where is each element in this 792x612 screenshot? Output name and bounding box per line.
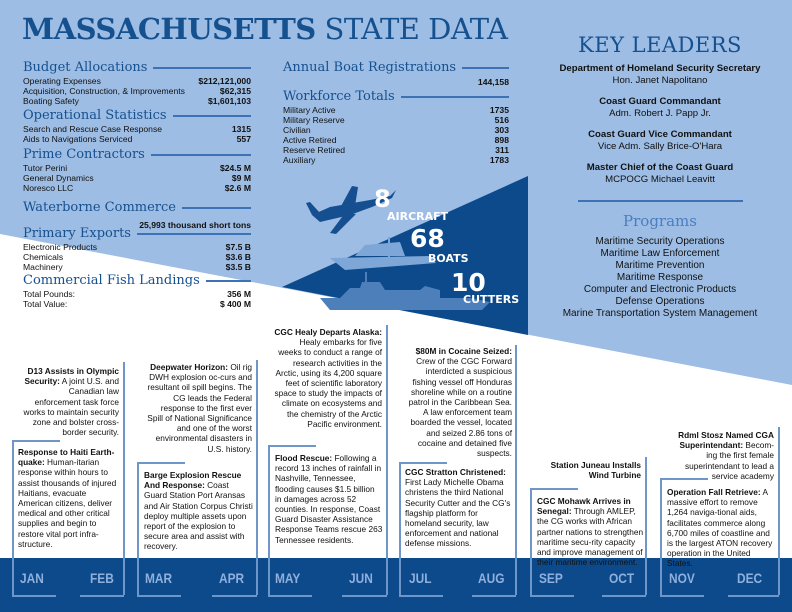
timeline-line bbox=[778, 427, 780, 595]
leader-item bbox=[540, 96, 780, 120]
event-title: CGC Mohawk Arrives in Senegal: bbox=[537, 496, 631, 517]
leader-name: Hon. Janet Napolitano bbox=[612, 75, 708, 86]
leader-role: Coast Guard Vice Commandant bbox=[588, 129, 732, 140]
divider bbox=[173, 115, 251, 117]
event-text: A massive effort to remove 1,264 naviga-tional aids, facilitates commerce along 6,700 miles of coastline and is the largest ATON recovery operation in the United States. bbox=[667, 487, 773, 569]
month-tick bbox=[728, 595, 779, 597]
row-label: Chemicals bbox=[23, 252, 64, 262]
divider bbox=[401, 96, 509, 98]
row-label: Total Pounds: bbox=[23, 289, 76, 299]
timeline-line bbox=[386, 325, 388, 595]
section-heading: Operational Statistics bbox=[23, 108, 167, 123]
event-cocaine bbox=[403, 346, 512, 458]
month-tick bbox=[472, 595, 516, 597]
section-heading: Waterborne Commerce bbox=[23, 200, 176, 215]
row-value: $9 M bbox=[231, 173, 251, 183]
timeline-line bbox=[268, 445, 316, 447]
divider bbox=[153, 67, 251, 69]
program-item: Defense Operations bbox=[615, 296, 705, 307]
programs-list bbox=[540, 212, 780, 320]
table-row bbox=[283, 155, 509, 165]
row-value: $212,121,000 bbox=[198, 76, 251, 86]
aircraft-count: 8 bbox=[374, 185, 391, 213]
event-stratton bbox=[405, 467, 513, 549]
boat-registrations-value: 144,158 bbox=[477, 77, 509, 87]
row-value: $1,601,103 bbox=[207, 96, 251, 106]
event-text: Becom-ing the first female superintendant to lead a service academy bbox=[684, 440, 774, 481]
leader-item bbox=[540, 63, 780, 87]
month-tick bbox=[80, 595, 124, 597]
budget-section bbox=[23, 60, 251, 106]
leader-name: Adm. Robert J. Papp Jr. bbox=[609, 108, 711, 119]
row-value: 303 bbox=[494, 125, 509, 135]
timeline-line bbox=[137, 462, 185, 464]
table-row bbox=[283, 125, 509, 135]
title-bold: MASSACHUSETTS bbox=[22, 12, 316, 46]
month-tick bbox=[530, 595, 574, 597]
page-title bbox=[22, 12, 508, 46]
programs-heading: Programs bbox=[623, 212, 697, 230]
event-title: Flood Rescue: bbox=[275, 453, 333, 463]
row-value: $ 400 M bbox=[219, 299, 251, 309]
event-healy bbox=[274, 327, 382, 429]
row-value: 557 bbox=[236, 134, 251, 144]
cutters-label: CUTTERS bbox=[463, 293, 520, 306]
event-text: Following a record 13 inches of rainfall in Nashville, Tennessee, flooding causes $1.5 billion in damages across 52 counties. In response, Coast Guard Disaster Assistance Response Teams rescue 263 Tennessee residents. bbox=[275, 453, 383, 545]
row-value: $2.6 M bbox=[224, 183, 251, 193]
fish-section bbox=[23, 273, 251, 309]
row-value: 1315 bbox=[231, 124, 251, 134]
timeline-line bbox=[660, 478, 662, 595]
row-value: 1783 bbox=[489, 155, 509, 165]
month-label: DEC bbox=[737, 570, 763, 586]
divider bbox=[206, 280, 251, 282]
row-value: 898 bbox=[494, 135, 509, 145]
row-value: $3.5 B bbox=[225, 262, 251, 272]
event-stosz bbox=[670, 430, 774, 481]
timeline-line bbox=[530, 488, 578, 490]
event-title: D13 Assists in Olympic Security: bbox=[24, 366, 119, 387]
divider bbox=[578, 200, 743, 202]
row-label: General Dynamics bbox=[23, 173, 94, 183]
program-item: Marine Transportation System Management bbox=[562, 308, 758, 319]
table-row bbox=[23, 86, 251, 96]
program-item: Maritime Security Operations bbox=[595, 236, 725, 247]
boat-registrations-section bbox=[283, 60, 509, 88]
event-haiti bbox=[18, 447, 120, 549]
key-leaders-panel bbox=[540, 33, 780, 320]
event-juneau bbox=[545, 460, 641, 480]
event-d13-olympic bbox=[22, 366, 119, 437]
section-heading: Primary Exports bbox=[23, 226, 131, 241]
table-row bbox=[23, 96, 251, 106]
section-heading: Prime Contractors bbox=[23, 147, 145, 162]
row-label: Tutor Perini bbox=[23, 163, 68, 173]
event-text: Through AMLEP, the CG works with African partner nations to strengthen maritime secu-rity capacity and improve management of their maritime environment. bbox=[537, 506, 644, 568]
row-label: Military Reserve bbox=[283, 115, 345, 125]
row-label: Aids to Navigations Serviced bbox=[23, 134, 133, 144]
event-title: Barge Explosion Rescue And Response: bbox=[144, 470, 242, 491]
row-label: Reserve Retired bbox=[283, 145, 346, 155]
table-row bbox=[283, 135, 509, 145]
leader-role: Department of Homeland Security Secretary bbox=[559, 63, 761, 74]
month-label: JAN bbox=[20, 570, 44, 586]
month-label: MAR bbox=[145, 570, 173, 586]
contractors-section bbox=[23, 147, 251, 193]
row-value: $24.5 M bbox=[219, 163, 251, 173]
table-row bbox=[23, 289, 251, 299]
timeline-line bbox=[399, 462, 447, 464]
row-label: Auxiliary bbox=[283, 155, 316, 165]
timeline-line bbox=[12, 440, 14, 595]
row-value: 311 bbox=[495, 145, 509, 155]
row-label: Total Value: bbox=[23, 299, 68, 309]
divider bbox=[462, 67, 509, 69]
boats-label: BOATS bbox=[428, 252, 469, 265]
table-row bbox=[283, 145, 509, 155]
event-flood bbox=[275, 453, 383, 545]
month-tick bbox=[12, 595, 56, 597]
row-label: Military Active bbox=[283, 105, 336, 115]
timeline-line bbox=[515, 345, 517, 595]
event-text: A joint U.S. and Canadian law enforcement task force works to maintain security zone and bolster cross-border security. bbox=[23, 376, 119, 438]
program-item: Maritime Prevention bbox=[615, 260, 705, 271]
event-text: Crew of the CGC Forward interdicted a suspicious fishing vessel off Honduras shoreline while on a routine patrol in the Caribbean Sea. A law enforcement team boarded the vessel, located and seized 2.86 tons of cocaine and detained five suspects. bbox=[408, 356, 512, 459]
workforce-section bbox=[283, 89, 509, 165]
section-heading: Workforce Totals bbox=[283, 89, 395, 104]
table-row bbox=[23, 183, 251, 193]
operational-section bbox=[23, 108, 251, 144]
row-label: Operating Expenses bbox=[23, 76, 101, 86]
event-title: CGC Stratton Christened: bbox=[405, 467, 506, 477]
leader-item bbox=[540, 129, 780, 153]
month-tick bbox=[660, 595, 704, 597]
event-title: $80M in Cocaine Seized: bbox=[415, 346, 512, 356]
month-tick bbox=[342, 595, 387, 597]
event-text: Oil rig DWH explosion oc-curs and resultant oil spill begins. The CG leads the Federal response to the first ever Spill of National Significance and one of the worst environmental disasters in U.S. history. bbox=[147, 362, 252, 454]
table-row bbox=[23, 252, 251, 262]
leader-role: Coast Guard Commandant bbox=[599, 96, 721, 107]
event-title: Response to Haiti Earth-quake: bbox=[18, 447, 115, 468]
table-row bbox=[283, 115, 509, 125]
row-label: Electronic Products bbox=[23, 242, 98, 252]
row-label: Civilian bbox=[283, 125, 311, 135]
month-tick bbox=[212, 595, 257, 597]
event-text: Human-itarian response within hours to assist thousands of injured Haitians, evacuate American citizens, deliver medical and other critical supplies and begin to restore vital port infra-structure. bbox=[18, 457, 117, 549]
timeline-line bbox=[268, 445, 270, 595]
event-title: Station Juneau Installs Wind Turbine bbox=[550, 460, 641, 481]
month-label: NOV bbox=[669, 570, 695, 586]
divider bbox=[182, 207, 251, 209]
month-tick bbox=[137, 595, 181, 597]
month-label: JUN bbox=[349, 570, 373, 586]
table-row bbox=[283, 105, 509, 115]
month-label: JUL bbox=[409, 570, 432, 586]
cutters-count: 10 bbox=[451, 268, 486, 297]
table-row bbox=[23, 299, 251, 309]
month-label: AUG bbox=[478, 570, 505, 586]
event-title: Rdml Stosz Named CGA Superintendant: bbox=[678, 430, 774, 451]
table-row bbox=[23, 163, 251, 173]
table-row bbox=[23, 124, 251, 134]
month-label: APR bbox=[219, 570, 245, 586]
leader-name: MCPOCG Michael Leavitt bbox=[605, 174, 715, 185]
program-item: Maritime Response bbox=[616, 272, 704, 283]
timeline-line bbox=[137, 462, 139, 595]
boats-count: 68 bbox=[410, 224, 445, 253]
aircraft-label: AIRCRAFT bbox=[387, 210, 449, 223]
timeline-line bbox=[256, 360, 258, 595]
leader-role: Master Chief of the Coast Guard bbox=[586, 162, 734, 173]
event-text: Coast Guard Station Port Aransas and Air Station Corpus Christi deploy multiple assets upon report of the explosion to secure area and assist with recovery. bbox=[144, 480, 253, 552]
event-title: Operation Fall Retrieve: bbox=[667, 487, 761, 497]
key-leaders-heading: KEY LEADERS bbox=[578, 33, 742, 57]
waterborne-value: 25,993 thousand short tons bbox=[139, 220, 251, 230]
timeline-line bbox=[12, 440, 60, 442]
divider bbox=[137, 233, 251, 235]
row-value: 356 M bbox=[227, 289, 251, 299]
row-label: Acquisition, Construction, & Improvements bbox=[23, 86, 185, 96]
row-value: 1735 bbox=[489, 105, 509, 115]
row-label: Machinery bbox=[23, 262, 63, 272]
row-value: $62,315 bbox=[219, 86, 251, 96]
row-value: 516 bbox=[494, 115, 509, 125]
event-text: Healy embarks for five weeks to conduct a range of research activities in the Arctic, using its 4,200 square feet of scientific laboratory space to study the impacts of climate on ecosystems and the chemistry of the Arctic Pacific environment. bbox=[274, 337, 382, 429]
month-tick bbox=[602, 595, 646, 597]
section-heading: Budget Allocations bbox=[23, 60, 148, 75]
event-title: CGC Healy Departs Alaska: bbox=[274, 327, 382, 337]
event-deepwater bbox=[145, 362, 252, 454]
row-label: Noresco LLC bbox=[23, 183, 74, 193]
timeline-line bbox=[645, 457, 647, 595]
section-heading: Annual Boat Registrations bbox=[283, 60, 457, 75]
row-value: $7.5 B bbox=[225, 242, 251, 252]
month-label: FEB bbox=[90, 570, 114, 586]
event-barge bbox=[144, 470, 254, 552]
exports-section bbox=[23, 226, 251, 272]
month-label: MAY bbox=[275, 570, 301, 586]
program-item: Computer and Electronic Products bbox=[583, 284, 737, 295]
row-label: Active Retired bbox=[283, 135, 337, 145]
timeline-line bbox=[530, 488, 532, 595]
month-label: OCT bbox=[609, 570, 635, 586]
month-tick bbox=[268, 595, 312, 597]
section-heading: Commercial Fish Landings bbox=[23, 273, 200, 288]
table-row bbox=[23, 173, 251, 183]
month-tick bbox=[399, 595, 443, 597]
event-text: First Lady Michelle Obama christens the third National Security Cutter and the CG's flagship platform for homeland security, law enforcement and national defense missions. bbox=[405, 477, 511, 549]
row-label: Boating Safety bbox=[23, 96, 79, 106]
leader-item bbox=[540, 162, 780, 186]
row-label: Search and Rescue Case Response bbox=[23, 124, 163, 134]
table-row bbox=[23, 76, 251, 86]
program-item: Maritime Law Enforcement bbox=[600, 248, 720, 259]
timeline-line bbox=[123, 362, 125, 595]
title-regular: STATE DATA bbox=[324, 12, 508, 46]
event-fall-retrieve bbox=[667, 487, 773, 569]
table-row bbox=[23, 242, 251, 252]
table-row bbox=[23, 134, 251, 144]
table-row bbox=[23, 262, 251, 272]
divider bbox=[151, 154, 251, 156]
month-label: SEP bbox=[539, 570, 563, 586]
timeline-line bbox=[399, 462, 401, 595]
event-title: Deepwater Horizon: bbox=[150, 362, 229, 372]
event-mohawk bbox=[537, 496, 645, 567]
leader-name: Vice Adm. Sally Brice-O'Hara bbox=[597, 141, 723, 152]
row-value: $3.6 B bbox=[225, 252, 251, 262]
